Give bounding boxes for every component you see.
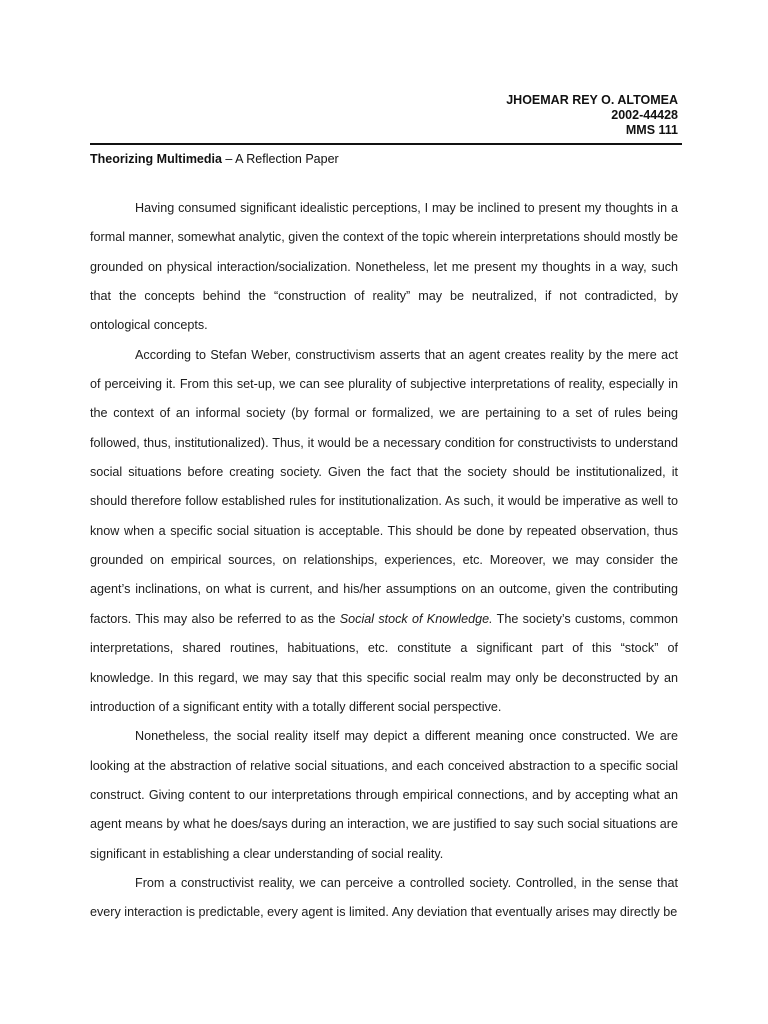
- course-code: MMS 111: [625, 123, 678, 137]
- author-header: [506, 93, 678, 138]
- paragraph-3: Nonetheless, the social reality itself may depict a different meaning once constructed. We are looking at the abstraction of relative social situations, and each conceived abstraction to a specific social construct. Giving content to our interpretations through empirical connections, and by accepting what an agent means by what he does/says during an interaction, we are justified to say such social situations are significant in establishing a clear understanding of social reality.: [90, 729, 678, 861]
- title-main: Theorizing Multimedia: [90, 152, 222, 166]
- student-number: 2002-44428: [611, 108, 678, 122]
- document-title: [90, 152, 339, 167]
- paragraph-2-text-before: According to Stefan Weber, constructivism asserts that an agent creates reality by the mere act of perceiving it. From this set-up, we can see plurality of subjective interpretations of reality, especially in the context of an informal society (by formal or formalized, we are pertaining to a set of rules being followed, thus, institutionalized). Thus, it would be a necessary condition for constructivists to understand social situations before creating society. Given the fact that the society should be institutionalized, it should therefore follow established rules for institutionalization. As such, it would be imperative as well to know when a specific social situation is acceptable. This should be done by repeated observation, thus grounded on empirical sources, on relationships, experiences, etc. Moreover, we may consider the agent’s inclinations, on what is current, and his/her assumptions on an outcome, given the contributing factors. This may also be referred to as the: [90, 347, 678, 626]
- paragraph-2: [90, 341, 678, 722]
- header-divider: [90, 143, 682, 145]
- title-subtitle: – A Reflection Paper: [221, 152, 339, 166]
- paragraph-2-emphasis: Social stock of Knowledge.: [339, 611, 493, 626]
- document-body: [90, 194, 678, 928]
- paragraph-1: Having consumed significant idealistic perceptions, I may be inclined to present my thoughts in a formal manner, somewhat analytic, given the context of the topic wherein interpretations should mostly be grounded on physical interaction/socialization. Nonetheless, let me present my thoughts in a way, such that the concepts behind the “construction of reality” may be neutralized, if not contradicted, by ontological concepts.: [90, 201, 678, 333]
- paragraph-2-text-after: The society’s customs, common interpretations, shared routines, habituations, etc. constitute a significant part of this “stock” of knowledge. In this regard, we may say that this specific social realm may only be deconstructed by an introduction of a significant entity with a totally different social perspective.: [90, 611, 678, 714]
- author-name: JHOEMAR REY O. ALTOMEA: [506, 93, 678, 107]
- paragraph-4: From a constructivist reality, we can perceive a controlled society. Controlled, in the sense that every interaction is predictable, every agent is limited. Any deviation that eventually arises may directly be: [90, 875, 678, 920]
